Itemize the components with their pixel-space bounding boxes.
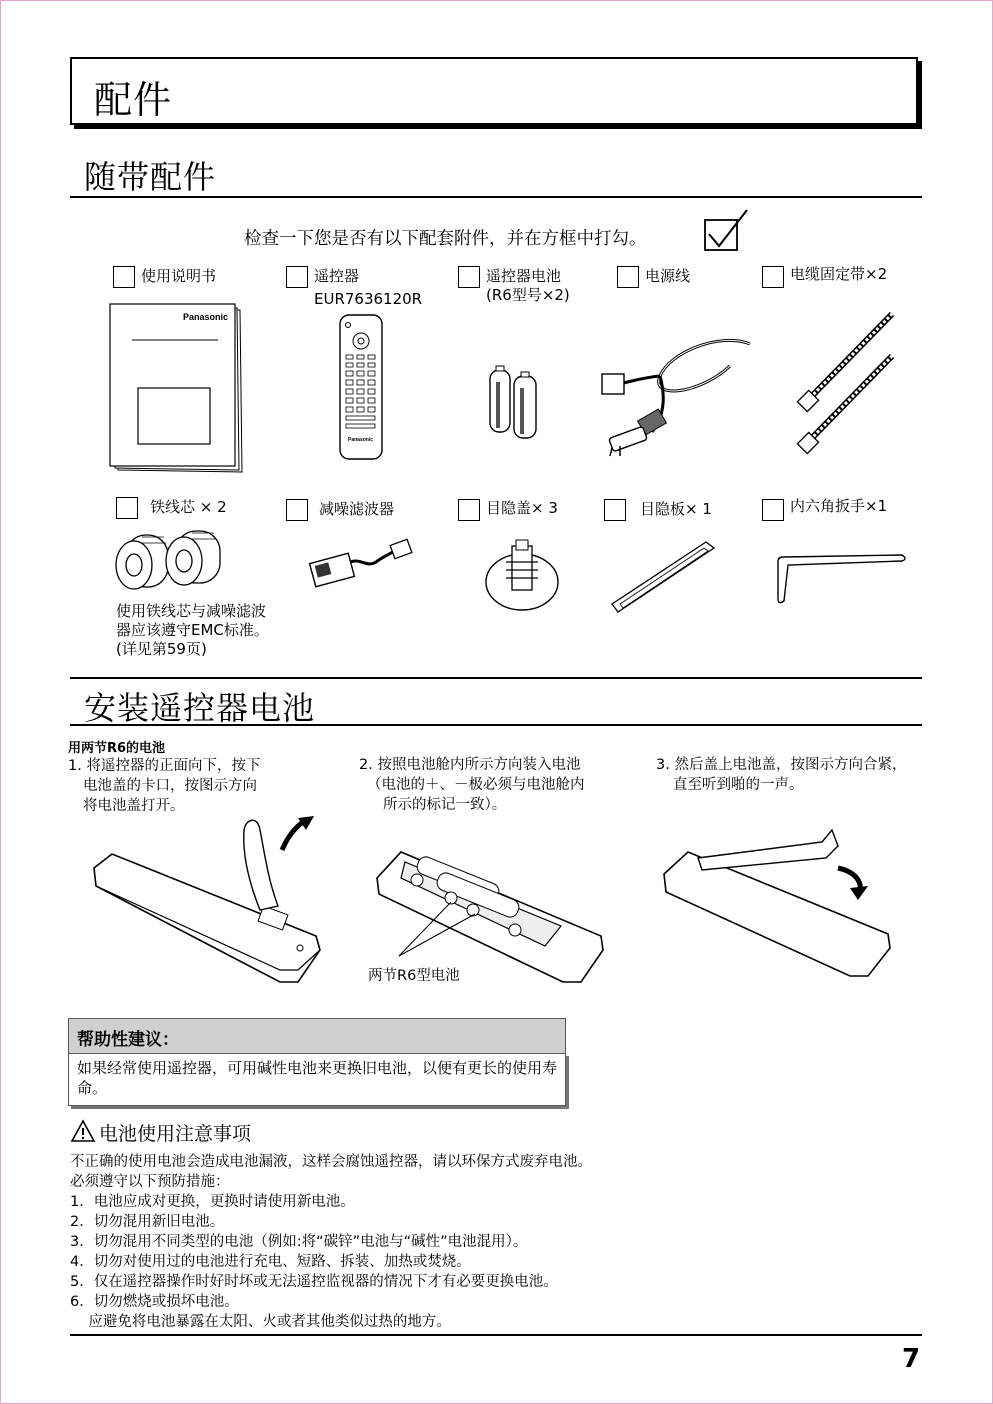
label-batteries-type: (R6型号×2) xyxy=(486,286,570,304)
noise-filter-illustration xyxy=(310,540,414,590)
manual-illustration xyxy=(110,304,245,474)
help-text: 如果经常使用遥控器，可用碱性电池来更换旧电池，以便有更长的使用寿命。 xyxy=(77,1059,558,1097)
instruction-text: 检查一下您是否有以下配套附件，并在方框中打勾。 xyxy=(244,229,647,249)
emc-note-line: 器应该遵守EMC标准。 xyxy=(116,621,269,639)
heading-rule xyxy=(70,196,922,198)
label-hex-wrench: 内六角扳手×1 xyxy=(790,497,888,515)
step-2-line: 按照电池舱内所示方向装入电池 xyxy=(377,757,581,773)
checkbox-blind-cap[interactable] xyxy=(458,499,480,521)
caution-item: 3．切勿混用不同类型的电池（例如:将“碳锌”电池与“碱性”电池混用）。 xyxy=(70,1234,528,1250)
checkbox-blind-plate[interactable] xyxy=(604,499,626,521)
caution-title: 电池使用注意事项 xyxy=(99,1123,252,1145)
step-1-illustration xyxy=(92,810,324,990)
ferrite-core-illustration xyxy=(112,527,232,597)
step-1-line: 将遥控器的正面向下，按下 xyxy=(86,758,261,774)
step-3-illustration xyxy=(662,828,892,978)
step-1-line: 电池盖的卡口，按图示方向 xyxy=(83,778,257,794)
label-cable-tie: 电缆固定带×2 xyxy=(790,265,888,283)
checkmark-box-icon xyxy=(703,208,751,256)
emc-note-line: (详见第59页) xyxy=(116,640,207,658)
warning-icon xyxy=(70,1119,96,1143)
caution-item: 6．切勿燃烧或损坏电池。 xyxy=(70,1294,239,1310)
step-2-line: 所示的标记一致）。 xyxy=(383,797,507,813)
caution-intro: 不正确的使用电池会造成电池漏液，这样会腐蚀遥控器，请以环保方式废弃电池。 xyxy=(70,1154,592,1170)
battery-install-heading: 安装遥控器电池 xyxy=(84,689,316,727)
label-manual: 使用说明书 xyxy=(141,267,217,285)
label-ferrite-core: 铁线芯 × 2 xyxy=(150,498,227,516)
step-1-number: 1. xyxy=(68,758,82,774)
label-blind-cap: 目隐盖× 3 xyxy=(486,499,558,517)
step-1 xyxy=(68,756,260,816)
step-2-line: （电池的＋、－极必须与电池舱内 xyxy=(367,777,585,793)
caution-item: 4．切勿对使用过的电池进行充电、短路、拆装、加热或焚烧。 xyxy=(70,1254,471,1270)
section-rule-top xyxy=(70,677,922,679)
emc-note xyxy=(116,602,269,659)
checkbox-manual[interactable] xyxy=(113,266,135,288)
step-3-number: 3. xyxy=(656,757,670,773)
checkbox-remote[interactable] xyxy=(286,266,308,288)
caution-item: 1．电池应成对更换，更换时请使用新电池。 xyxy=(70,1194,355,1210)
caution-intro: 必须遵守以下预防措施： xyxy=(70,1174,230,1190)
caution-item: 2．切勿混用新旧电池。 xyxy=(70,1214,225,1230)
caution-item: 5．仅在遥控器操作时好时坏或无法遥控监视器的情况下才有必要更换电池。 xyxy=(70,1274,558,1290)
emc-note-line: 使用铁线芯与减噪滤波 xyxy=(116,602,267,620)
blind-cap-illustration xyxy=(482,538,566,612)
help-title: 帮助性建议： xyxy=(77,1030,179,1050)
step-3-line: 然后盖上电池盖，按图示方向合紧， xyxy=(674,757,907,773)
help-box-body xyxy=(68,1053,566,1106)
step-2 xyxy=(359,755,585,815)
remote-illustration xyxy=(338,313,384,461)
manual-brand: Panasonic xyxy=(183,312,229,322)
checkbox-hex-wrench[interactable] xyxy=(762,499,784,521)
label-remote: 遥控器 xyxy=(314,267,360,285)
page-title: 配件 xyxy=(94,78,173,122)
label-batteries: 遥控器电池 xyxy=(486,267,562,285)
label-power-cord: 电源线 xyxy=(645,267,691,285)
label-remote-model: EUR7636120R xyxy=(314,290,423,308)
step-1-line: 将电池盖打开。 xyxy=(83,798,185,814)
step-3 xyxy=(656,755,906,795)
help-box-header xyxy=(68,1018,566,1054)
caution-item: 应避免将电池暴露在太阳、火或者其他类似过热的地方。 xyxy=(70,1314,451,1330)
power-cord-illustration xyxy=(600,336,752,464)
step-2-number: 2. xyxy=(359,757,373,773)
label-blind-plate: 目隐板× 1 xyxy=(640,500,712,518)
footer-rule xyxy=(70,1334,922,1336)
checkbox-ferrite-core[interactable] xyxy=(116,497,138,519)
hex-wrench-illustration xyxy=(772,551,910,607)
blind-plate-illustration xyxy=(610,540,716,614)
battery-subheading: 用两节R6的电池 xyxy=(68,741,166,756)
batteries-illustration xyxy=(488,360,544,442)
checkbox-cable-tie[interactable] xyxy=(762,266,784,288)
checkbox-batteries[interactable] xyxy=(458,266,480,288)
section-rule-bottom xyxy=(70,724,922,726)
checkbox-power-cord[interactable] xyxy=(617,266,639,288)
battery-caption: 两节R6型电池 xyxy=(368,968,460,984)
cable-tie-illustration xyxy=(792,312,900,452)
page-title-box xyxy=(70,57,918,125)
remote-brand: Panasonic xyxy=(348,437,374,443)
step-3-line: 直至听到啪的一声。 xyxy=(673,777,804,793)
label-noise-filter: 减噪滤波器 xyxy=(319,500,395,518)
checkbox-noise-filter[interactable] xyxy=(286,499,308,521)
accessories-heading: 随带配件 xyxy=(84,158,217,196)
page-number: 7 xyxy=(902,1344,921,1374)
